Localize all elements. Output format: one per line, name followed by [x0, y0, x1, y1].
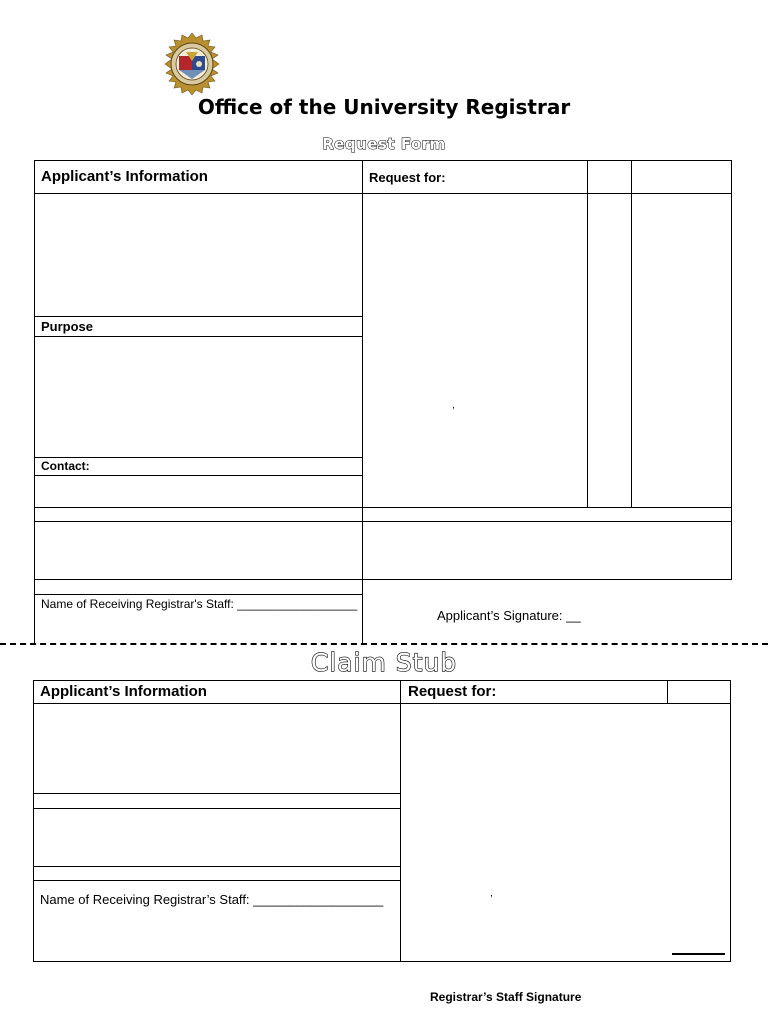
- signature-line: [672, 953, 725, 955]
- purpose-bottom-rule: [34, 336, 362, 337]
- center-mark: ,: [452, 400, 455, 411]
- stub-check-divider: [667, 680, 668, 704]
- contact-top-rule: [34, 457, 362, 458]
- stub-header-rule: [33, 703, 731, 704]
- stub-rule-1: [33, 793, 400, 794]
- request-form-frame: [34, 160, 732, 580]
- receiving-staff-label: Name of Receiving Registrar's Staff: __________________: [41, 597, 358, 611]
- cut-line-divider: [0, 643, 768, 645]
- request-form-title: Request Form: [322, 135, 446, 153]
- stub-request-for-label: Request for:: [408, 683, 497, 700]
- stub-applicant-info-label: Applicant’s Information: [40, 683, 207, 700]
- header-row-rule: [34, 193, 732, 194]
- row-rule-3: [34, 594, 362, 595]
- purpose-label: Purpose: [41, 319, 94, 334]
- column-divider: [362, 160, 363, 644]
- applicant-signature-label: Applicant’s Signature: __: [437, 608, 581, 623]
- check-column-divider-2: [631, 160, 632, 507]
- contact-bottom-rule: [34, 475, 362, 476]
- frame-left-edge: [34, 579, 35, 644]
- check-column-divider-1: [587, 160, 588, 507]
- request-for-label: Request for:: [369, 170, 446, 185]
- stub-rule-2: [33, 808, 400, 809]
- row-rule-1: [34, 507, 732, 508]
- office-title: Office of the University Registrar: [197, 95, 571, 119]
- applicant-info-label: Applicant’s Information: [41, 168, 208, 185]
- contact-label: Contact:: [41, 459, 90, 473]
- stub-center-mark: ,: [490, 888, 493, 899]
- university-seal-logo: [158, 33, 226, 95]
- stub-rule-4: [33, 880, 400, 881]
- claim-stub-frame: [33, 680, 731, 962]
- purpose-top-rule: [34, 316, 362, 317]
- claim-stub-title: Claim Stub: [310, 648, 458, 677]
- row-rule-2: [34, 521, 732, 522]
- staff-signature-label: Registrar’s Staff Signature: [430, 990, 582, 1004]
- stub-rule-3: [33, 866, 400, 867]
- stub-column-divider: [400, 680, 401, 962]
- stub-receiving-staff-label: Name of Receiving Registrar’s Staff: __________________: [40, 892, 384, 907]
